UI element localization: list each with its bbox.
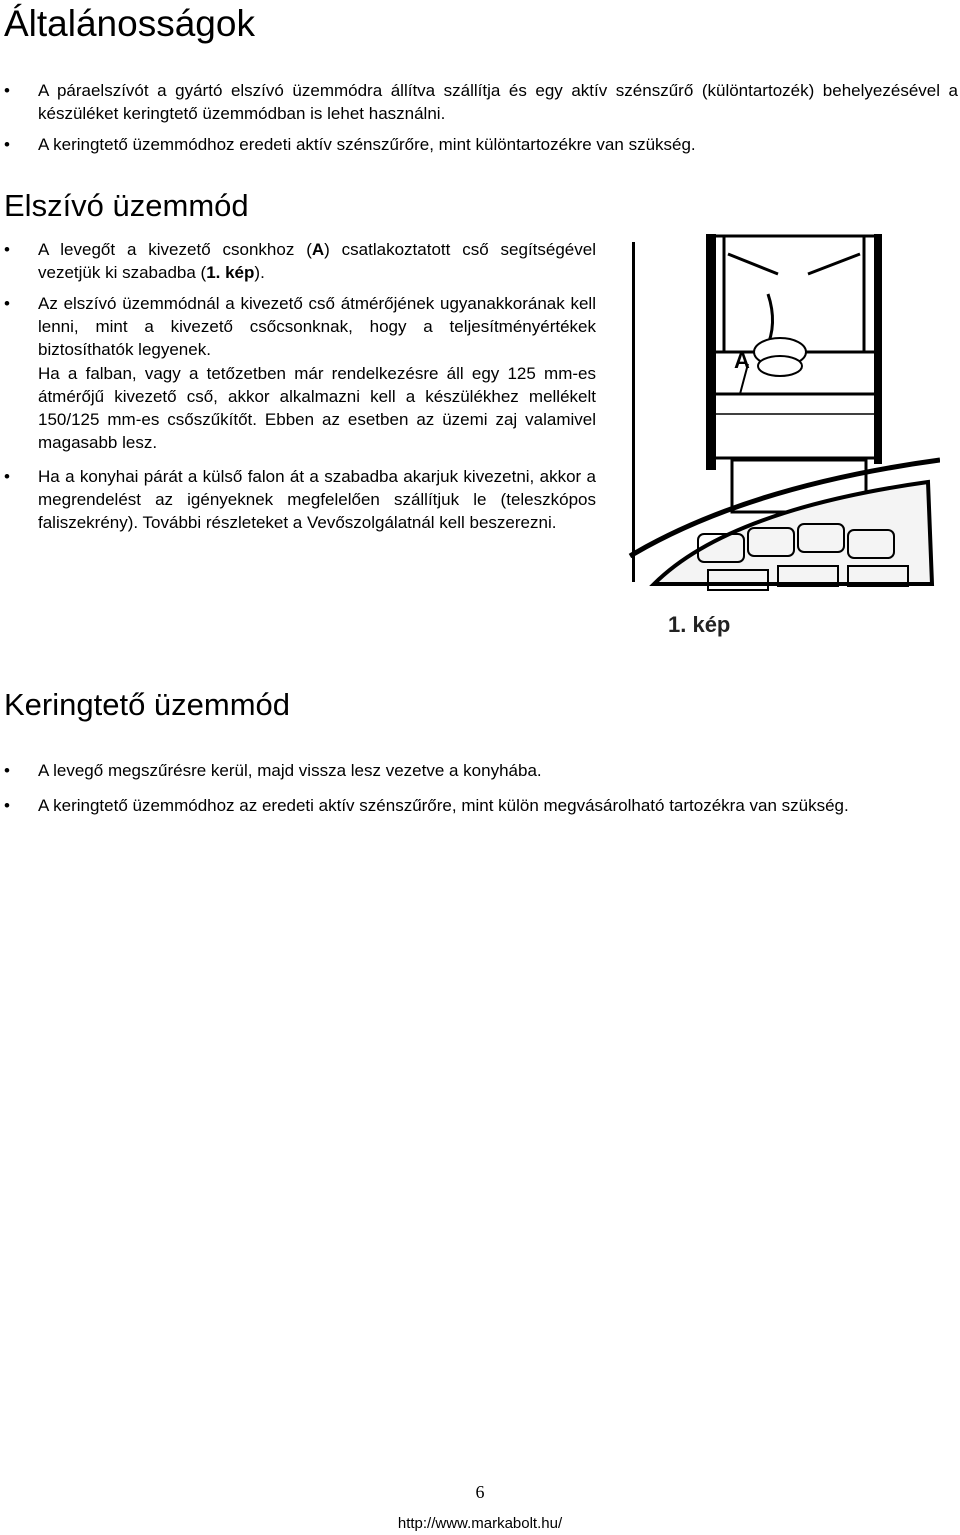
bullet-marker: • — [4, 467, 10, 486]
reducer-paragraph: Ha a falban, vagy a tetőzetben már rendelkezésre áll egy 125 mm-es átmérőjű kivezető cső, akkor alkalmazni kell a készülékhez mellékelt 150/125 mm-es csőszűkítőt. Ebben az esetben az üzemi zaj valamivel magasabb lesz. — [38, 363, 596, 453]
page-title: Általánosságok — [4, 3, 255, 44]
elszivo-bullet-3: Ha a konyhai párát a külső falon át a szabadba akarjuk kivezetni, akkor a megrendelést az igényeknek megfelelően szállítjuk le (teleszkópos faliszekrény). További részleteket a Vevőszolgálatnál kell beszerezni. — [38, 467, 596, 533]
section-title-keringteto: Keringtető üzemmód — [4, 687, 291, 722]
intro-bullet-2: A keringtető üzemmódhoz eredeti aktív szénszűrőre, mint különtartozékre van szükség. — [38, 135, 696, 154]
keringteto-bullet-1: A levegő megszűrésre kerül, majd vissza lesz vezetve a konyhába. — [38, 761, 542, 780]
bullet-marker: • — [4, 81, 10, 100]
bullet-marker: • — [4, 796, 10, 815]
elszivo-bullet-1: A levegőt a kivezető csonkhoz (A) csatlakoztatott cső segítségével vezetjük ki szabadba (1. kép). — [38, 240, 596, 283]
duct-label-a: A — [311, 240, 325, 259]
intro-bullet-1: A páraelszívót a gyártó elszívó üzemmódra állítva szállítja és egy aktív szénszűrő (különtartozék) behelyezésével a készüléket keringtető üzemmódban is lehet használni. — [38, 81, 958, 124]
section-title-elszivo: Elszívó üzemmód — [4, 188, 249, 223]
page-number: 6 — [475, 1482, 485, 1502]
footer-url: http://www.markabolt.hu/ — [397, 1515, 563, 1532]
figure-caption: 1. kép — [668, 612, 731, 637]
hood-duct-illustration — [628, 234, 940, 596]
bullet-marker: • — [4, 761, 10, 780]
duct-outlet-label: A — [734, 348, 750, 373]
bullet-marker: • — [4, 135, 10, 154]
elszivo-bullet-2 — [38, 292, 596, 454]
figure-reference: 1. kép — [206, 263, 255, 283]
bullet-marker: • — [4, 294, 10, 313]
bullet-marker: • — [4, 240, 10, 259]
diameter-paragraph: Az elszívó üzemmódnál a kivezető cső átmérőjének ugyanakkorának kell lenni, mint a kivezető csőcsonknak, hogy a teljesítményértékek biztosíthatók legyenek. — [38, 294, 596, 360]
keringteto-bullet-2: A keringtető üzemmódhoz az eredeti aktív szénszűrőre, mint külön megvásárolható tartozékra van szükség. — [38, 796, 849, 815]
